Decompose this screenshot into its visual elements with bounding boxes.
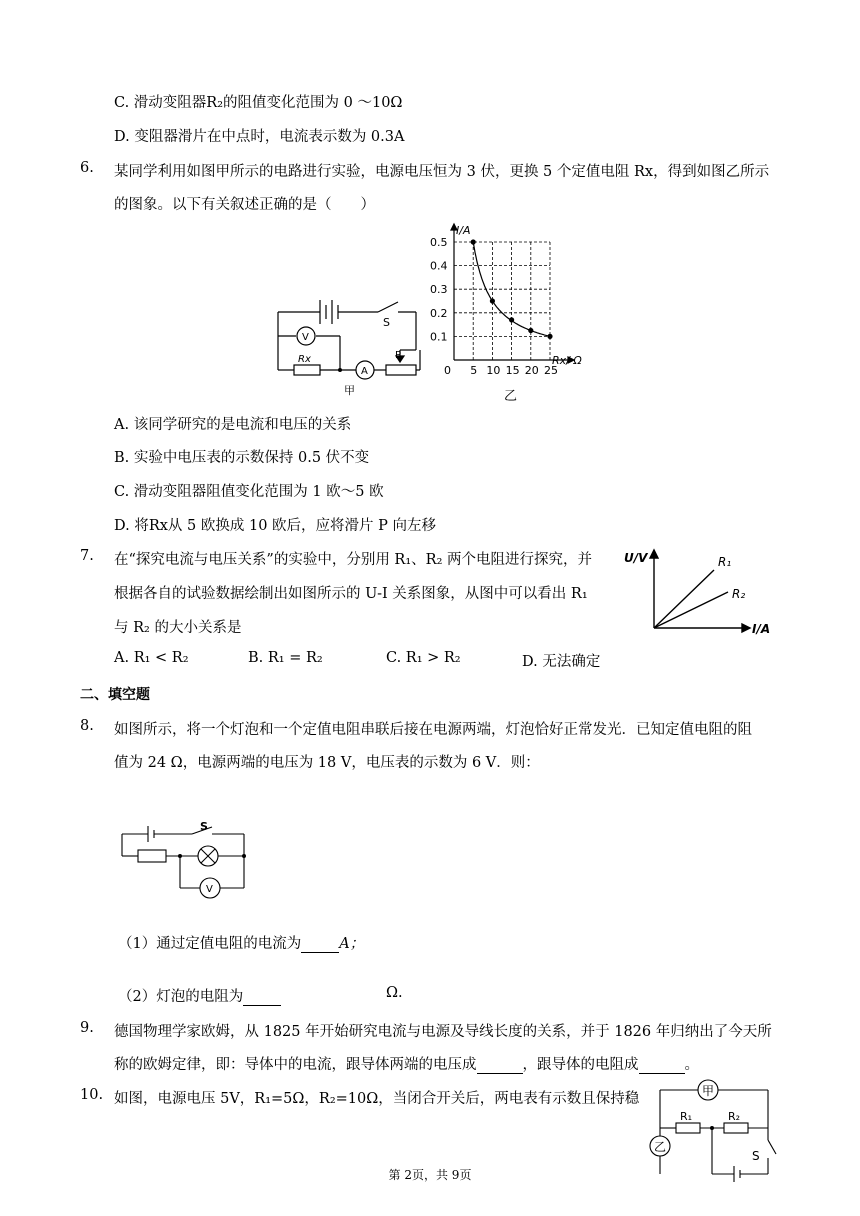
switch-label: S: [383, 316, 390, 329]
chart-point: [547, 334, 552, 339]
switch-label: S: [200, 822, 208, 833]
q7-number: 7.: [80, 548, 94, 564]
figure-yi-label: 乙: [504, 389, 518, 403]
switch-label: S: [752, 1149, 760, 1163]
q8-sub2-text: （2）灯泡的电阻为: [118, 989, 244, 1005]
q5-option-c: C. 滑动变阻器R₂的阻值变化范围为 0 ～10Ω: [114, 95, 403, 111]
r2-line: [654, 592, 728, 628]
q6-stem-line1: 某同学利用如图甲所示的电路进行实验，电源电压恒为 3 伏，更换 5 个定值电阻 Rx，得到如图乙所示: [114, 164, 770, 180]
q10-stem-line1: 如图，电源电压 5V，R₁=5Ω，R₂=10Ω，当闭合开关后，两电表有示数且保持稳: [114, 1091, 640, 1107]
q7-option-a: A. R₁ < R₂: [114, 650, 189, 666]
chart-point: [490, 298, 495, 303]
q7-stem-line3: 与 R₂ 的大小关系是: [114, 620, 242, 636]
q9-blank-2[interactable]: [639, 1057, 685, 1074]
r2-label: R₂: [728, 1110, 741, 1123]
chart-y-tick-label: 0.4: [430, 259, 448, 273]
chart-y-tick-label: 0.1: [430, 330, 448, 344]
chart-x-tick-label: 15: [505, 364, 520, 377]
q8-stem-line2: 值为 24 Ω，电源两端的电压为 18 V，电压表的示数为 6 V．则：: [114, 755, 540, 771]
q8-sub1: [118, 932, 364, 953]
q7-option-c: C. R₁ > R₂: [386, 650, 461, 666]
ui-y-label: U/V: [624, 551, 648, 565]
chart-y-label: I/A: [456, 224, 471, 237]
chart-x-tick-label: 5: [470, 364, 478, 377]
chart-point: [528, 328, 533, 333]
q6-option-c: C. 滑动变阻器阻值变化范围为 1 欧～5 欧: [114, 484, 384, 500]
q8-sub1-text: （1）通过定值电阻的电流为: [118, 936, 302, 952]
q9-stem-line2: [114, 1053, 699, 1074]
q6-option-d: D. 将Rx从 5 欧换成 10 欧后，应将滑片 P 向左移: [114, 518, 437, 534]
q9-blank-1[interactable]: [477, 1057, 523, 1074]
q9-text-c: 。: [684, 1057, 699, 1073]
chart-y-tick-label: 0.2: [430, 306, 448, 320]
chart-y-tick-label: 0.3: [430, 283, 448, 297]
q6-number: 6.: [80, 160, 94, 176]
q8-stem-line1: 如图所示，将一个灯泡和一个定值电阻串联后接在电源两端，灯泡恰好正常发光．已知定值电阻的阻: [114, 722, 752, 738]
chart-x-tick-label: 0: [444, 364, 451, 377]
q6-option-b: B. 实验中电压表的示数保持 0.5 伏不变: [114, 450, 370, 466]
q8-sub1-unit: A；: [339, 936, 365, 952]
q6-circuit-figure: [268, 290, 428, 400]
q8-number: 8.: [80, 718, 94, 734]
meter-jia-label: 甲: [702, 1084, 715, 1098]
voltmeter-label: V: [302, 332, 309, 343]
chart-x-tick-label: 25: [544, 364, 558, 377]
ammeter-label: A: [361, 366, 368, 377]
q5-option-d: D. 变阻器滑片在中点时，电流表示数为 0.3A: [114, 129, 405, 145]
figure-jia-label: 甲: [344, 384, 355, 397]
q10-number: 10.: [80, 1087, 104, 1103]
meter-yi-label: 乙: [654, 1140, 667, 1154]
section-fill-in-title: 二、填空题: [80, 687, 150, 703]
q9-text-a: 称的欧姆定律，即：导体中的电流，跟导体两端的电压成: [114, 1057, 477, 1073]
switch-blade: [378, 302, 398, 312]
q8-sub1-blank[interactable]: [301, 936, 339, 953]
q8-sub2-unit: Ω.: [386, 985, 403, 1001]
q8-sub2: [118, 985, 281, 1006]
chart-x-tick-label: 10: [486, 364, 501, 377]
q7-option-d: D. 无法确定: [522, 654, 601, 670]
chart-point: [471, 239, 476, 244]
q7-option-b: B. R₁ = R₂: [248, 650, 323, 666]
q8-circuit-figure: [112, 822, 262, 904]
chart-point: [509, 317, 514, 322]
r2-line-label: R₂: [732, 587, 746, 601]
q9-stem-line1: 德国物理学家欧姆，从 1825 年开始研究电流与电源及导线长度的关系，并于 1826 年归纳出了今天所: [114, 1024, 772, 1040]
chart-x-label: Rx/ Ω: [552, 354, 582, 367]
chart-x-tick-label: 20: [524, 364, 539, 377]
q6-stem-line2: 的图象。以下有关叙述正确的是（ ）: [114, 197, 375, 213]
q9-text-b: ，跟导体的电阻成: [522, 1057, 639, 1073]
q7-stem-line1: 在“探究电流与电压关系”的实验中，分别用 R₁、R₂ 两个电阻进行探究，并: [114, 552, 593, 568]
q6-chart-figure: [428, 218, 598, 403]
q7-stem-line2: 根据各自的试验数据绘制出如图所示的 U-I 关系图象，从图中可以看出 R₁: [114, 586, 588, 602]
rx-label: Rx: [298, 354, 311, 365]
chart-y-tick-label: 0.5: [430, 236, 448, 249]
q7-ui-figure: [622, 542, 782, 642]
r1-line: [654, 570, 714, 628]
r1-line-label: R₁: [718, 555, 732, 569]
q9-number: 9.: [80, 1020, 94, 1036]
r1-label: R₁: [680, 1110, 693, 1123]
ui-x-label: I/A: [752, 622, 771, 636]
q8-sub2-blank[interactable]: [243, 989, 281, 1006]
slider-label: P: [395, 350, 402, 361]
page-footer: 第 2页，共 9页: [388, 1168, 472, 1182]
voltmeter-label: V: [206, 884, 213, 895]
q6-option-a: A. 该同学研究的是电流和电压的关系: [114, 417, 352, 433]
